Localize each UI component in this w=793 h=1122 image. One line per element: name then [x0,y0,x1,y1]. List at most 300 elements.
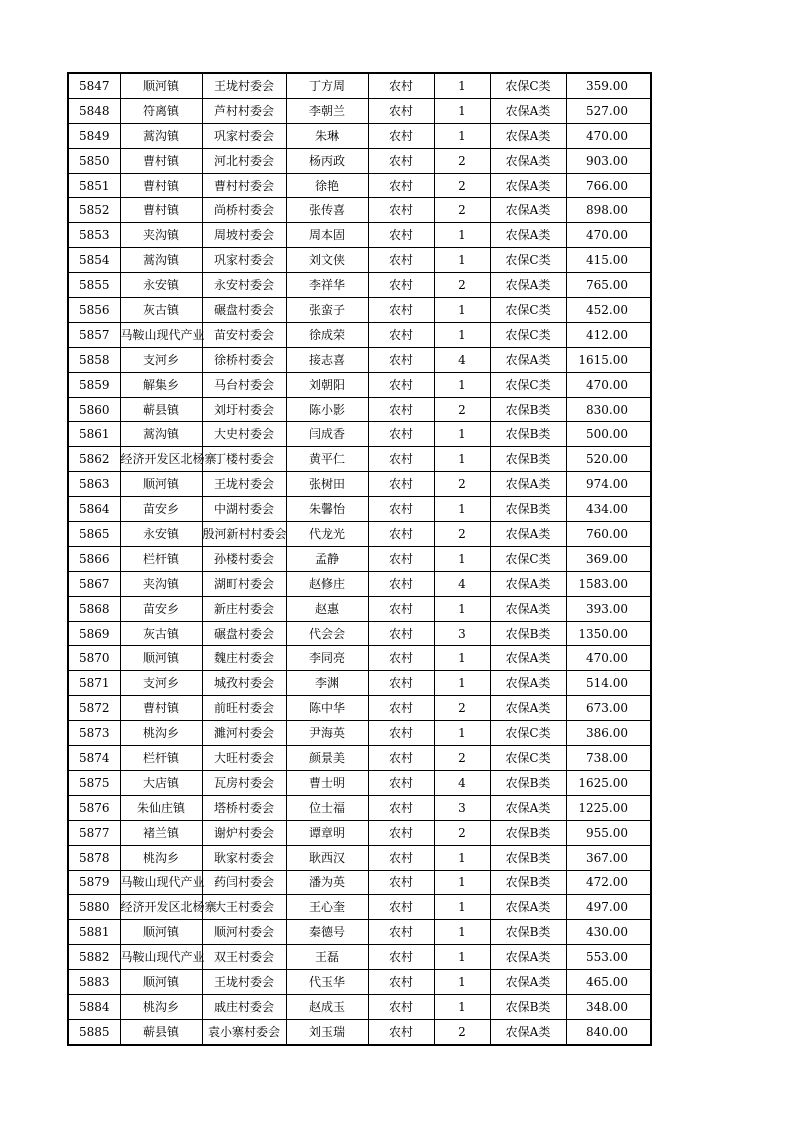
cell-village-committee: 袁小寨村委会 [202,1019,286,1044]
cell-area-type: 农村 [368,596,434,621]
cell-amount: 738.00 [566,746,651,771]
cell-name: 李同亮 [286,646,368,671]
table-row [68,795,651,820]
table-row [68,895,651,920]
table-row [68,870,651,895]
cell-name: 孟静 [286,546,368,571]
cell-insurance-category: 农保A类 [490,198,566,223]
cell-name: 代会会 [286,621,368,646]
cell-name: 王心奎 [286,895,368,920]
cell-household-count: 1 [434,970,490,995]
cell-area-type: 农村 [368,770,434,795]
cell-row-number: 5862 [68,447,120,472]
cell-insurance-category: 农保B类 [490,397,566,422]
cell-village-committee: 周坡村委会 [202,223,286,248]
cell-area-type: 农村 [368,73,434,98]
cell-insurance-category: 农保B类 [490,447,566,472]
cell-village-committee: 苗安村委会 [202,322,286,347]
cell-household-count: 2 [434,273,490,298]
cell-household-count: 3 [434,795,490,820]
cell-household-count: 1 [434,870,490,895]
cell-village-committee: 王垅村委会 [202,472,286,497]
cell-amount: 520.00 [566,447,651,472]
cell-area-type: 农村 [368,198,434,223]
cell-amount: 465.00 [566,970,651,995]
cell-area-type: 农村 [368,422,434,447]
cell-household-count: 4 [434,347,490,372]
cell-village-committee: 药闫村委会 [202,870,286,895]
cell-household-count: 1 [434,248,490,273]
cell-area-type: 农村 [368,347,434,372]
cell-town: 经济开发区北杨寨 [120,447,202,472]
cell-household-count: 2 [434,746,490,771]
cell-area-type: 农村 [368,472,434,497]
cell-village-committee: 塔桥村委会 [202,795,286,820]
cell-area-type: 农村 [368,322,434,347]
cell-town: 顺河镇 [120,970,202,995]
cell-insurance-category: 农保B类 [490,820,566,845]
cell-row-number: 5876 [68,795,120,820]
cell-name: 张传喜 [286,198,368,223]
cell-insurance-category: 农保A类 [490,945,566,970]
cell-insurance-category: 农保B类 [490,621,566,646]
cell-household-count: 2 [434,397,490,422]
cell-household-count: 1 [434,895,490,920]
cell-household-count: 1 [434,447,490,472]
cell-insurance-category: 农保A类 [490,148,566,173]
cell-row-number: 5867 [68,571,120,596]
cell-area-type: 农村 [368,497,434,522]
table-row [68,322,651,347]
table-row [68,820,651,845]
cell-village-committee: 河北村委会 [202,148,286,173]
cell-town: 蕲县镇 [120,1019,202,1044]
cell-insurance-category: 农保A类 [490,895,566,920]
cell-household-count: 1 [434,298,490,323]
cell-village-committee: 顺河村委会 [202,920,286,945]
cell-village-committee: 丁楼村委会 [202,447,286,472]
cell-amount: 500.00 [566,422,651,447]
cell-town: 顺河镇 [120,920,202,945]
cell-row-number: 5875 [68,770,120,795]
cell-household-count: 3 [434,621,490,646]
cell-row-number: 5880 [68,895,120,920]
cell-row-number: 5856 [68,298,120,323]
cell-household-count: 2 [434,696,490,721]
cell-row-number: 5854 [68,248,120,273]
cell-household-count: 1 [434,372,490,397]
cell-village-committee: 巩家村委会 [202,123,286,148]
cell-village-committee: 中湖村委会 [202,497,286,522]
cell-household-count: 1 [434,546,490,571]
cell-name: 陈小影 [286,397,368,422]
table-row [68,223,651,248]
cell-insurance-category: 农保B类 [490,870,566,895]
cell-amount: 1583.00 [566,571,651,596]
cell-name: 朱馨怡 [286,497,368,522]
table-row [68,621,651,646]
cell-name: 谭章明 [286,820,368,845]
cell-area-type: 农村 [368,994,434,1019]
cell-insurance-category: 农保B类 [490,770,566,795]
cell-name: 李渊 [286,671,368,696]
cell-row-number: 5857 [68,322,120,347]
cell-amount: 766.00 [566,173,651,198]
cell-row-number: 5873 [68,721,120,746]
cell-area-type: 农村 [368,746,434,771]
cell-town: 褚兰镇 [120,820,202,845]
cell-name: 刘玉瑞 [286,1019,368,1044]
cell-household-count: 1 [434,98,490,123]
cell-household-count: 1 [434,845,490,870]
cell-village-committee: 耿家村委会 [202,845,286,870]
cell-amount: 760.00 [566,522,651,547]
cell-row-number: 5878 [68,845,120,870]
cell-insurance-category: 农保C类 [490,721,566,746]
cell-name: 赵成玉 [286,994,368,1019]
table-row [68,571,651,596]
cell-area-type: 农村 [368,895,434,920]
cell-amount: 348.00 [566,994,651,1019]
cell-household-count: 2 [434,198,490,223]
cell-name: 赵惠 [286,596,368,621]
table-row [68,148,651,173]
cell-town: 支河乡 [120,671,202,696]
cell-insurance-category: 农保A类 [490,571,566,596]
cell-area-type: 农村 [368,795,434,820]
cell-town: 蒿沟镇 [120,248,202,273]
cell-row-number: 5882 [68,945,120,970]
cell-town: 朱仙庄镇 [120,795,202,820]
cell-insurance-category: 农保A类 [490,273,566,298]
cell-household-count: 1 [434,497,490,522]
cell-insurance-category: 农保B类 [490,422,566,447]
cell-town: 栏杆镇 [120,546,202,571]
cell-area-type: 农村 [368,721,434,746]
table-row [68,198,651,223]
cell-town: 永安镇 [120,273,202,298]
cell-amount: 514.00 [566,671,651,696]
cell-town: 苗安乡 [120,596,202,621]
table-row [68,721,651,746]
cell-household-count: 2 [434,148,490,173]
cell-row-number: 5860 [68,397,120,422]
cell-row-number: 5881 [68,920,120,945]
cell-amount: 1625.00 [566,770,651,795]
cell-insurance-category: 农保A类 [490,347,566,372]
cell-household-count: 2 [434,522,490,547]
cell-town: 桃沟乡 [120,994,202,1019]
cell-town: 符离镇 [120,98,202,123]
cell-household-count: 1 [434,223,490,248]
table-row [68,770,651,795]
cell-town: 桃沟乡 [120,845,202,870]
cell-village-committee: 芦村村委会 [202,98,286,123]
cell-village-committee: 大王村委会 [202,895,286,920]
cell-row-number: 5868 [68,596,120,621]
cell-amount: 1350.00 [566,621,651,646]
cell-town: 曹村镇 [120,696,202,721]
cell-name: 张蛮子 [286,298,368,323]
cell-town: 永安镇 [120,522,202,547]
cell-amount: 434.00 [566,497,651,522]
cell-village-committee: 谢炉村委会 [202,820,286,845]
cell-insurance-category: 农保C类 [490,248,566,273]
cell-household-count: 2 [434,1019,490,1044]
cell-name: 杨丙政 [286,148,368,173]
cell-amount: 470.00 [566,123,651,148]
cell-area-type: 农村 [368,1019,434,1044]
cell-insurance-category: 农保A类 [490,671,566,696]
cell-town: 蕲县镇 [120,397,202,422]
cell-household-count: 1 [434,73,490,98]
records-table [67,72,652,1046]
cell-amount: 898.00 [566,198,651,223]
cell-amount: 1225.00 [566,795,651,820]
table-row [68,546,651,571]
table-row [68,596,651,621]
cell-amount: 553.00 [566,945,651,970]
cell-amount: 386.00 [566,721,651,746]
cell-row-number: 5851 [68,173,120,198]
cell-area-type: 农村 [368,372,434,397]
table-row [68,970,651,995]
cell-area-type: 农村 [368,98,434,123]
cell-town: 经济开发区北杨寨 [120,895,202,920]
cell-insurance-category: 农保B类 [490,994,566,1019]
cell-amount: 359.00 [566,73,651,98]
cell-amount: 470.00 [566,646,651,671]
cell-village-committee: 新庄村委会 [202,596,286,621]
cell-name: 代玉华 [286,970,368,995]
cell-row-number: 5847 [68,73,120,98]
cell-amount: 369.00 [566,546,651,571]
cell-row-number: 5872 [68,696,120,721]
cell-household-count: 1 [434,596,490,621]
cell-row-number: 5864 [68,497,120,522]
cell-row-number: 5849 [68,123,120,148]
cell-area-type: 农村 [368,696,434,721]
cell-name: 徐成荣 [286,322,368,347]
cell-row-number: 5861 [68,422,120,447]
cell-insurance-category: 农保A类 [490,472,566,497]
cell-town: 支河乡 [120,347,202,372]
cell-name: 曹士明 [286,770,368,795]
cell-amount: 497.00 [566,895,651,920]
cell-row-number: 5874 [68,746,120,771]
cell-household-count: 4 [434,770,490,795]
cell-name: 周本固 [286,223,368,248]
cell-village-committee: 戚庄村委会 [202,994,286,1019]
cell-name: 接志喜 [286,347,368,372]
cell-area-type: 农村 [368,447,434,472]
cell-name: 刘朝阳 [286,372,368,397]
cell-area-type: 农村 [368,397,434,422]
cell-row-number: 5885 [68,1019,120,1044]
cell-town: 灰古镇 [120,298,202,323]
cell-name: 代龙光 [286,522,368,547]
cell-row-number: 5870 [68,646,120,671]
cell-amount: 1615.00 [566,347,651,372]
cell-row-number: 5883 [68,970,120,995]
table-row [68,372,651,397]
cell-town: 蒿沟镇 [120,123,202,148]
cell-village-committee: 曹村村委会 [202,173,286,198]
cell-amount: 527.00 [566,98,651,123]
cell-name: 潘为英 [286,870,368,895]
cell-insurance-category: 农保A类 [490,696,566,721]
cell-amount: 673.00 [566,696,651,721]
cell-insurance-category: 农保A类 [490,173,566,198]
cell-name: 位士福 [286,795,368,820]
cell-insurance-category: 农保B类 [490,845,566,870]
cell-household-count: 1 [434,646,490,671]
cell-row-number: 5884 [68,994,120,1019]
cell-household-count: 2 [434,173,490,198]
cell-amount: 472.00 [566,870,651,895]
table-row [68,98,651,123]
cell-town: 曹村镇 [120,173,202,198]
cell-row-number: 5859 [68,372,120,397]
cell-household-count: 2 [434,472,490,497]
cell-insurance-category: 农保A类 [490,98,566,123]
cell-town: 顺河镇 [120,646,202,671]
cell-insurance-category: 农保A类 [490,646,566,671]
cell-name: 黄平仁 [286,447,368,472]
cell-name: 颜景美 [286,746,368,771]
cell-village-committee: 王垅村委会 [202,73,286,98]
cell-area-type: 农村 [368,646,434,671]
cell-town: 夹沟镇 [120,223,202,248]
cell-area-type: 农村 [368,223,434,248]
cell-household-count: 1 [434,994,490,1019]
cell-amount: 903.00 [566,148,651,173]
cell-town: 曹村镇 [120,198,202,223]
table-row [68,248,651,273]
cell-amount: 974.00 [566,472,651,497]
cell-town: 灰古镇 [120,621,202,646]
cell-insurance-category: 农保B类 [490,920,566,945]
cell-name: 王磊 [286,945,368,970]
table-row [68,522,651,547]
cell-area-type: 农村 [368,870,434,895]
cell-area-type: 农村 [368,123,434,148]
table-row [68,646,651,671]
table-row [68,422,651,447]
cell-row-number: 5879 [68,870,120,895]
cell-village-committee: 濉河村委会 [202,721,286,746]
cell-village-committee: 巩家村委会 [202,248,286,273]
cell-row-number: 5871 [68,671,120,696]
cell-village-committee: 孙楼村委会 [202,546,286,571]
cell-village-committee: 大史村委会 [202,422,286,447]
cell-area-type: 农村 [368,945,434,970]
cell-insurance-category: 农保C类 [490,73,566,98]
cell-town: 马鞍山现代产业 [120,870,202,895]
cell-name: 张树田 [286,472,368,497]
table-row [68,397,651,422]
cell-village-committee: 殷河新村村委会 [202,522,286,547]
table-row [68,73,651,98]
cell-village-committee: 城孜村委会 [202,671,286,696]
table-row [68,347,651,372]
cell-town: 曹村镇 [120,148,202,173]
cell-row-number: 5877 [68,820,120,845]
cell-name: 李朝兰 [286,98,368,123]
table-row [68,1019,651,1044]
cell-insurance-category: 农保C类 [490,546,566,571]
cell-insurance-category: 农保A类 [490,596,566,621]
cell-amount: 470.00 [566,372,651,397]
cell-name: 李祥华 [286,273,368,298]
cell-amount: 393.00 [566,596,651,621]
cell-row-number: 5855 [68,273,120,298]
cell-town: 顺河镇 [120,472,202,497]
cell-household-count: 1 [434,945,490,970]
cell-area-type: 农村 [368,148,434,173]
cell-village-committee: 瓦房村委会 [202,770,286,795]
table-row [68,298,651,323]
cell-row-number: 5848 [68,98,120,123]
cell-amount: 765.00 [566,273,651,298]
cell-area-type: 农村 [368,970,434,995]
cell-area-type: 农村 [368,248,434,273]
cell-insurance-category: 农保A类 [490,1019,566,1044]
cell-town: 解集乡 [120,372,202,397]
cell-village-committee: 尚桥村委会 [202,198,286,223]
cell-amount: 830.00 [566,397,651,422]
cell-area-type: 农村 [368,546,434,571]
cell-name: 赵修庄 [286,571,368,596]
cell-row-number: 5865 [68,522,120,547]
cell-household-count: 1 [434,920,490,945]
cell-insurance-category: 农保A类 [490,223,566,248]
cell-area-type: 农村 [368,920,434,945]
cell-village-committee: 大旺村委会 [202,746,286,771]
cell-village-committee: 前旺村委会 [202,696,286,721]
cell-insurance-category: 农保C类 [490,746,566,771]
cell-household-count: 4 [434,571,490,596]
cell-row-number: 5853 [68,223,120,248]
cell-household-count: 1 [434,422,490,447]
cell-area-type: 农村 [368,621,434,646]
cell-town: 桃沟乡 [120,721,202,746]
cell-insurance-category: 农保A类 [490,123,566,148]
cell-household-count: 2 [434,820,490,845]
cell-village-committee: 湖町村委会 [202,571,286,596]
cell-name: 徐艳 [286,173,368,198]
cell-area-type: 农村 [368,845,434,870]
table-row [68,746,651,771]
cell-row-number: 5863 [68,472,120,497]
table-row [68,920,651,945]
cell-amount: 452.00 [566,298,651,323]
table-row [68,123,651,148]
cell-village-committee: 王垅村委会 [202,970,286,995]
table-row [68,173,651,198]
cell-village-committee: 魏庄村委会 [202,646,286,671]
cell-town: 顺河镇 [120,73,202,98]
cell-insurance-category: 农保C类 [490,298,566,323]
cell-area-type: 农村 [368,298,434,323]
cell-name: 秦德号 [286,920,368,945]
cell-insurance-category: 农保A类 [490,795,566,820]
cell-insurance-category: 农保B类 [490,497,566,522]
table-row [68,845,651,870]
cell-name: 刘文侠 [286,248,368,273]
table-row [68,994,651,1019]
table-row [68,945,651,970]
